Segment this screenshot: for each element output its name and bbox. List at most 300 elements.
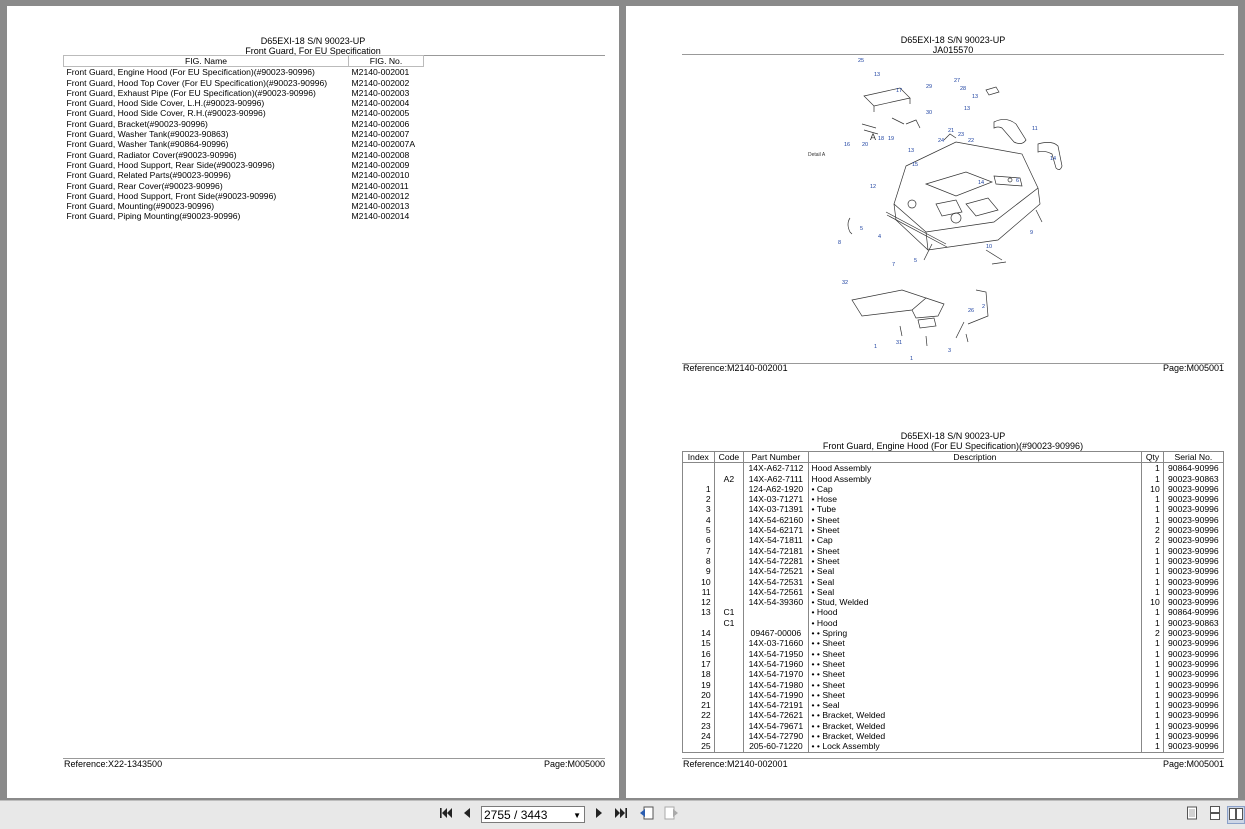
part-number-cell: 14X-A62-7111 xyxy=(744,474,808,484)
serial-no-cell: 90023-90996 xyxy=(1163,700,1223,710)
description-cell: • • Lock Assembly xyxy=(808,741,1142,752)
part-number-cell: 09467-00006 xyxy=(744,628,808,638)
fig-table-header xyxy=(64,56,424,67)
go-back-button[interactable] xyxy=(638,806,656,824)
fig-name-cell[interactable]: Front Guard, Engine Hood (For EU Specification)(#90023-90996) xyxy=(66,67,315,78)
index-cell: 16 xyxy=(683,649,715,659)
fig-row[interactable] xyxy=(64,201,424,211)
code-cell xyxy=(714,556,744,566)
code-cell: C1 xyxy=(714,607,744,617)
serial-no-cell: 90023-90996 xyxy=(1163,741,1223,752)
part-number-cell: 14X-54-71811 xyxy=(744,535,808,545)
continuous-page-icon xyxy=(1209,806,1221,820)
fig-no-cell[interactable]: M2140-002009 xyxy=(351,159,410,170)
parts-row xyxy=(683,649,1224,659)
fig-name-cell[interactable]: Front Guard, Related Parts(#90023-90996) xyxy=(66,170,231,181)
fig-name-cell[interactable]: Front Guard, Washer Tank(#90864-90996) xyxy=(66,139,229,150)
index-cell: 14 xyxy=(683,628,715,638)
go-forward-button[interactable] xyxy=(662,806,680,824)
qty-cell: 1 xyxy=(1142,587,1163,597)
qty-cell: 1 xyxy=(1142,649,1163,659)
index-cell: 11 xyxy=(683,587,715,597)
code-cell xyxy=(714,494,744,504)
index-cell: 7 xyxy=(683,546,715,556)
fig-table xyxy=(63,55,424,222)
callout-number: 22 xyxy=(968,138,975,144)
bottom-plate-shape xyxy=(852,290,926,316)
fig-no-cell[interactable]: M2140-002001 xyxy=(351,67,410,78)
code-cell xyxy=(714,690,744,700)
first-page-button[interactable] xyxy=(437,806,455,824)
parts-row xyxy=(683,618,1224,628)
callout-number: 31 xyxy=(896,340,903,346)
qty-cell: 1 xyxy=(1142,515,1163,525)
parts-exploded-diagram xyxy=(808,54,1086,364)
left-title: D65EXI-18 S/N 90023-UP xyxy=(260,36,366,46)
parts-row xyxy=(683,607,1224,617)
hood-body-shape xyxy=(894,142,1038,232)
serial-no-cell: 90023-90996 xyxy=(1163,556,1223,566)
code-cell xyxy=(714,638,744,648)
qty-cell: 10 xyxy=(1142,597,1163,607)
fig-row[interactable] xyxy=(64,119,424,129)
parts-row xyxy=(683,484,1224,494)
serial-no-cell: 90023-90996 xyxy=(1163,515,1223,525)
callout-number: 4 xyxy=(878,234,882,240)
qty-cell: 1 xyxy=(1142,700,1163,710)
parts-row xyxy=(683,628,1224,638)
part-number-cell: 14X-54-39360 xyxy=(744,597,808,607)
parts-row xyxy=(683,577,1224,587)
callout-number: 32 xyxy=(842,280,849,286)
fig-no-cell[interactable]: M2140-002011 xyxy=(351,180,409,191)
code-cell xyxy=(714,710,744,720)
previous-page-button[interactable] xyxy=(458,806,476,824)
parts-row xyxy=(683,700,1224,710)
index-cell: 10 xyxy=(683,577,715,587)
parts-row xyxy=(683,463,1224,474)
serial-no-cell: 90023-90996 xyxy=(1163,566,1223,576)
last-page-icon xyxy=(614,807,628,819)
callout-number: 12 xyxy=(870,184,877,190)
col-part-number: Part Number xyxy=(744,452,808,463)
callout-number: 28 xyxy=(960,86,967,92)
callout-number: 16 xyxy=(844,142,851,148)
two-page-icon xyxy=(1229,808,1243,820)
right-bottom-subtitle: Front Guard, Engine Hood (For EU Specification)(#90023-90996) xyxy=(822,441,1084,451)
callout-number: 27 xyxy=(954,78,961,84)
part-number-cell xyxy=(744,607,808,617)
part-number-cell: 14X-A62-7112 xyxy=(744,463,808,474)
part-number-cell: 14X-54-72621 xyxy=(744,710,808,720)
index-cell: 1 xyxy=(683,484,715,494)
serial-no-cell: 90023-90996 xyxy=(1163,546,1223,556)
serial-no-cell: 90023-90996 xyxy=(1163,628,1223,638)
qty-cell: 2 xyxy=(1142,628,1163,638)
part-number-cell: 14X-54-62171 xyxy=(744,525,808,535)
part-number-cell: 14X-54-71990 xyxy=(744,690,808,700)
description-cell: • Cap xyxy=(808,484,1142,494)
right-page xyxy=(626,6,1238,798)
fig-no-cell[interactable]: M2140-002007A xyxy=(351,139,416,150)
fig-no-cell[interactable]: M2140-002007 xyxy=(351,129,410,140)
parts-row xyxy=(683,710,1224,720)
code-cell xyxy=(714,628,744,638)
part-number-cell: 14X-54-72521 xyxy=(744,566,808,576)
callout-number: 13 xyxy=(908,148,915,154)
description-cell: • Hose xyxy=(808,494,1142,504)
fig-row[interactable] xyxy=(64,78,424,88)
part-number-cell: 14X-54-72531 xyxy=(744,577,808,587)
part-number-cell: 14X-54-71970 xyxy=(744,669,808,679)
parts-row xyxy=(683,638,1224,648)
fig-row[interactable] xyxy=(64,181,424,191)
index-cell: 15 xyxy=(683,638,715,648)
callout-number: 17 xyxy=(896,88,903,94)
qty-cell: 1 xyxy=(1142,618,1163,628)
description-cell: • Sheet xyxy=(808,556,1142,566)
fig-no-cell[interactable]: M2140-002005 xyxy=(351,108,410,119)
left-subtitle: Front Guard, For EU Specification xyxy=(245,46,381,56)
next-page-icon xyxy=(594,807,604,819)
code-cell: A2 xyxy=(714,474,744,484)
left-page xyxy=(7,6,619,798)
go-forward-icon xyxy=(663,806,679,820)
fig-row[interactable] xyxy=(64,160,424,170)
serial-no-cell: 90023-90996 xyxy=(1163,484,1223,494)
serial-no-cell: 90023-90996 xyxy=(1163,525,1223,535)
col-index: Index xyxy=(683,452,715,463)
fig-name-cell[interactable]: Front Guard, Hood Support, Front Side(#90023-90996) xyxy=(66,190,277,201)
part-number-cell: 14X-54-79671 xyxy=(744,721,808,731)
code-cell xyxy=(714,566,744,576)
qty-cell: 1 xyxy=(1142,577,1163,587)
fig-name-cell[interactable]: Front Guard, Hood Top Cover (For EU Specification)(#90023-90996) xyxy=(66,77,328,88)
description-cell: • • Bracket, Welded xyxy=(808,710,1142,720)
index-cell: 2 xyxy=(683,494,715,504)
description-cell: • Sheet xyxy=(808,546,1142,556)
callout-number: 9 xyxy=(1030,230,1034,236)
qty-cell: 1 xyxy=(1142,741,1163,752)
fig-name-cell[interactable]: Front Guard, Hood Side Cover, L.H.(#90023-90996) xyxy=(66,98,265,109)
fig-name-cell[interactable]: Front Guard, Rear Cover(#90023-90996) xyxy=(66,180,223,191)
callout-number: 13 xyxy=(874,72,881,78)
part-number-cell: 14X-54-72281 xyxy=(744,556,808,566)
part-number-cell: 14X-03-71391 xyxy=(744,504,808,514)
parts-row xyxy=(683,504,1224,514)
parts-table xyxy=(682,451,1224,753)
description-cell: • Sheet xyxy=(808,515,1142,525)
fig-no-cell[interactable]: M2140-002008 xyxy=(351,149,410,160)
right-top-subtitle: JA015570 xyxy=(932,45,974,55)
description-cell: • Seal xyxy=(808,566,1142,576)
qty-cell: 1 xyxy=(1142,669,1163,679)
part-number-cell: 14X-54-72561 xyxy=(744,587,808,597)
callout-number: 1 xyxy=(910,356,914,362)
part-number-cell: 14X-54-71950 xyxy=(744,649,808,659)
qty-cell: 1 xyxy=(1142,607,1163,617)
description-cell: • Hood xyxy=(808,618,1142,628)
description-cell: • Hood xyxy=(808,607,1142,617)
index-cell: 13 xyxy=(683,607,715,617)
fig-name-cell[interactable]: Front Guard, Hood Side Cover, R.H.(#90023-90996) xyxy=(66,108,266,119)
fig-name-cell[interactable]: Front Guard, Washer Tank(#90023-90863) xyxy=(66,129,229,140)
index-cell: 8 xyxy=(683,556,715,566)
code-cell xyxy=(714,525,744,535)
left-page-number: Page:M005000 xyxy=(543,759,605,769)
fig-row[interactable] xyxy=(64,191,424,201)
fig-name-cell[interactable]: Front Guard, Piping Mounting(#90023-90996) xyxy=(66,211,241,222)
part-number-cell: 14X-54-72790 xyxy=(744,731,808,741)
index-cell: 23 xyxy=(683,721,715,731)
parts-row xyxy=(683,556,1224,566)
left-doc-title xyxy=(7,36,619,56)
code-cell xyxy=(714,546,744,556)
qty-cell: 1 xyxy=(1142,731,1163,741)
index-cell: 12 xyxy=(683,597,715,607)
two-page-view-button[interactable] xyxy=(1227,806,1245,824)
callout-number: 15 xyxy=(912,162,919,168)
fig-no-header: FIG. No. xyxy=(349,56,424,67)
parts-row xyxy=(683,659,1224,669)
code-cell xyxy=(714,731,744,741)
right-bottom-title: D65EXI-18 S/N 90023-UP xyxy=(900,431,1006,441)
qty-cell: 1 xyxy=(1142,680,1163,690)
parts-row xyxy=(683,690,1224,700)
serial-no-cell: 90023-90996 xyxy=(1163,577,1223,587)
parts-row xyxy=(683,669,1224,679)
viewer-toolbar xyxy=(0,800,1245,829)
fig-no-cell[interactable]: M2140-002002 xyxy=(351,77,410,88)
description-cell: • Stud, Welded xyxy=(808,597,1142,607)
fig-row[interactable] xyxy=(64,150,424,160)
callout-number: 5 xyxy=(860,226,864,232)
code-cell xyxy=(714,700,744,710)
fig-no-cell[interactable]: M2140-002012 xyxy=(351,190,410,201)
qty-cell: 2 xyxy=(1142,525,1163,535)
right-top-doc-title xyxy=(682,35,1224,55)
fig-no-cell[interactable]: M2140-002014 xyxy=(351,211,410,222)
fig-row[interactable] xyxy=(64,98,424,108)
description-cell: • • Sheet xyxy=(808,649,1142,659)
callout-number: 3 xyxy=(948,348,952,354)
parts-row xyxy=(683,597,1224,607)
index-cell: 17 xyxy=(683,659,715,669)
description-cell: • • Sheet xyxy=(808,680,1142,690)
parts-row xyxy=(683,566,1224,576)
serial-no-cell: 90023-90996 xyxy=(1163,721,1223,731)
description-cell: • • Sheet xyxy=(808,669,1142,679)
code-cell xyxy=(714,669,744,679)
index-cell xyxy=(683,474,715,484)
code-cell xyxy=(714,597,744,607)
parts-row xyxy=(683,587,1224,597)
page-number-value: 2755 / 3443 xyxy=(484,808,548,822)
fig-no-cell[interactable]: M2140-002010 xyxy=(351,170,410,181)
serial-no-cell: 90023-90863 xyxy=(1163,618,1223,628)
callout-number: 10 xyxy=(986,244,993,250)
parts-row xyxy=(683,721,1224,731)
fig-row[interactable] xyxy=(64,67,424,78)
description-cell: • • Seal xyxy=(808,700,1142,710)
serial-no-cell: 90023-90996 xyxy=(1163,504,1223,514)
callout-number: 18 xyxy=(878,136,885,142)
detail-a-label: Detail A xyxy=(808,152,826,158)
description-cell: • • Sheet xyxy=(808,659,1142,669)
index-cell: 20 xyxy=(683,690,715,700)
description-cell: • • Sheet xyxy=(808,638,1142,648)
col-description: Description xyxy=(808,452,1142,463)
fig-row[interactable] xyxy=(64,211,424,221)
qty-cell: 1 xyxy=(1142,494,1163,504)
single-page-view-button[interactable] xyxy=(1183,806,1201,824)
callout-number: 13 xyxy=(972,94,979,100)
dropdown-arrow-icon: ▼ xyxy=(573,811,581,820)
fig-name-cell[interactable]: Front Guard, Mounting(#90023-90996) xyxy=(66,201,215,212)
left-reference: Reference:X22-1343500 xyxy=(64,759,163,769)
callout-number: 1 xyxy=(874,344,878,350)
col-qty: Qty xyxy=(1142,452,1163,463)
parts-row xyxy=(683,680,1224,690)
index-cell: 4 xyxy=(683,515,715,525)
callout-number: 6 xyxy=(1016,178,1020,184)
index-cell xyxy=(683,463,715,474)
code-cell xyxy=(714,721,744,731)
fig-no-cell[interactable]: M2140-002006 xyxy=(351,118,410,129)
right-bottom-reference: Reference:M2140-002001 xyxy=(683,759,788,769)
code-cell xyxy=(714,535,744,545)
code-cell xyxy=(714,515,744,525)
qty-cell: 1 xyxy=(1142,659,1163,669)
serial-no-cell: 90023-90996 xyxy=(1163,597,1223,607)
fig-row[interactable] xyxy=(64,170,424,180)
fig-name-cell[interactable]: Front Guard, Exhaust Pipe (For EU Specification)(#90023-90996) xyxy=(66,87,316,98)
description-cell: • • Bracket, Welded xyxy=(808,721,1142,731)
part-number-cell: 14X-54-72181 xyxy=(744,546,808,556)
callout-number: 14 xyxy=(978,180,985,186)
description-cell: • Seal xyxy=(808,587,1142,597)
serial-no-cell: 90023-90996 xyxy=(1163,638,1223,648)
parts-table-body xyxy=(683,463,1224,752)
serial-no-cell: 90864-90996 xyxy=(1163,463,1223,474)
callout-number: 23 xyxy=(958,132,965,138)
parts-row xyxy=(683,525,1224,535)
qty-cell: 1 xyxy=(1142,690,1163,700)
callout-number: 30 xyxy=(926,110,933,116)
fig-row[interactable] xyxy=(64,88,424,98)
description-cell: • Seal xyxy=(808,577,1142,587)
callout-number: 20 xyxy=(862,142,869,148)
hood-top-plate-shape xyxy=(864,88,910,106)
serial-no-cell: 90023-90996 xyxy=(1163,535,1223,545)
fig-no-cell[interactable]: M2140-002013 xyxy=(351,201,410,212)
part-number-cell xyxy=(744,618,808,628)
parts-row xyxy=(683,494,1224,504)
fig-no-cell[interactable]: M2140-002004 xyxy=(351,98,410,109)
serial-no-cell: 90023-90996 xyxy=(1163,690,1223,700)
callout-number: 7 xyxy=(892,262,896,268)
fig-row[interactable] xyxy=(64,129,424,139)
page-number-select[interactable] xyxy=(481,806,585,823)
part-number-cell: 14X-03-71660 xyxy=(744,638,808,648)
callout-number: 19 xyxy=(888,136,895,142)
last-page-button[interactable] xyxy=(612,806,630,824)
serial-no-cell: 90023-90996 xyxy=(1163,731,1223,741)
code-cell xyxy=(714,649,744,659)
code-cell xyxy=(714,484,744,494)
index-cell: 25 xyxy=(683,741,715,752)
right-top-reference: Reference:M2140-002001 xyxy=(683,363,788,373)
code-cell xyxy=(714,659,744,669)
fig-name-cell[interactable]: Front Guard, Hood Support, Rear Side(#90023-90996) xyxy=(66,159,275,170)
description-cell: • Cap xyxy=(808,535,1142,545)
fig-row[interactable] xyxy=(64,108,424,118)
description-cell: • Sheet xyxy=(808,525,1142,535)
serial-no-cell: 90864-90996 xyxy=(1163,607,1223,617)
qty-cell: 1 xyxy=(1142,474,1163,484)
fig-name-cell[interactable]: Front Guard, Radiator Cover(#90023-90996) xyxy=(66,149,237,160)
fig-no-cell[interactable]: M2140-002003 xyxy=(351,87,410,98)
part-number-cell: 14X-54-71980 xyxy=(744,680,808,690)
parts-row xyxy=(683,474,1224,484)
qty-cell: 1 xyxy=(1142,721,1163,731)
callout-number: 8 xyxy=(838,240,842,246)
index-cell: 22 xyxy=(683,710,715,720)
code-cell xyxy=(714,504,744,514)
index-cell: 5 xyxy=(683,525,715,535)
parts-table-header xyxy=(683,452,1224,463)
part-number-cell: 14X-54-62160 xyxy=(744,515,808,525)
serial-no-cell: 90023-90996 xyxy=(1163,649,1223,659)
part-number-cell: 14X-03-71271 xyxy=(744,494,808,504)
go-back-icon xyxy=(639,806,655,820)
fig-row[interactable] xyxy=(64,139,424,149)
col-serial-no: Serial No. xyxy=(1163,452,1223,463)
previous-page-icon xyxy=(462,807,472,819)
qty-cell: 1 xyxy=(1142,556,1163,566)
parts-row xyxy=(683,515,1224,525)
index-cell xyxy=(683,618,715,628)
index-cell: 21 xyxy=(683,700,715,710)
parts-row xyxy=(683,741,1224,752)
index-cell: 6 xyxy=(683,535,715,545)
fig-name-cell[interactable]: Front Guard, Bracket(#90023-90996) xyxy=(66,118,208,129)
part-number-cell: 205-60-71220 xyxy=(744,741,808,752)
index-cell: 3 xyxy=(683,504,715,514)
serial-no-cell: 90023-90996 xyxy=(1163,669,1223,679)
qty-cell: 2 xyxy=(1142,535,1163,545)
index-cell: 19 xyxy=(683,680,715,690)
callout-number: 29 xyxy=(926,84,933,90)
code-cell xyxy=(714,463,744,474)
serial-no-cell: 90023-90996 xyxy=(1163,680,1223,690)
col-code: Code xyxy=(714,452,744,463)
right-bottom-page-number: Page:M005001 xyxy=(1162,759,1224,769)
description-cell: • • Bracket, Welded xyxy=(808,731,1142,741)
next-page-button[interactable] xyxy=(590,806,608,824)
parts-row xyxy=(683,535,1224,545)
callout-number: 2 xyxy=(982,304,986,310)
fig-table-body xyxy=(64,67,424,222)
callout-number: 13 xyxy=(964,106,971,112)
continuous-view-button[interactable] xyxy=(1206,806,1224,824)
qty-cell: 1 xyxy=(1142,463,1163,474)
part-number-cell: 14X-54-72191 xyxy=(744,700,808,710)
qty-cell: 1 xyxy=(1142,710,1163,720)
part-number-cell: 124-A62-1920 xyxy=(744,484,808,494)
description-cell: • • Sheet xyxy=(808,690,1142,700)
description-cell: • Tube xyxy=(808,504,1142,514)
